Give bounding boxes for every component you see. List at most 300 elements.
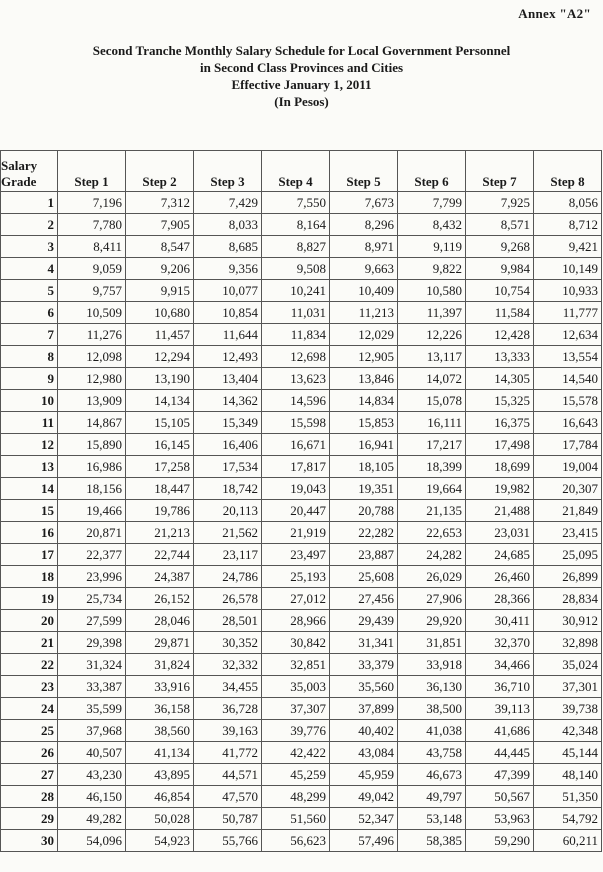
document-heading (0, 42, 603, 110)
step-6-salary-cell: 8,432 (398, 214, 466, 236)
step-2-salary-cell: 18,447 (126, 478, 194, 500)
salary-grade-cell: 27 (1, 764, 58, 786)
table-row (1, 764, 602, 786)
step-7-salary-cell: 21,488 (466, 500, 534, 522)
salary-grade-cell: 24 (1, 698, 58, 720)
step-8-salary-cell: 45,144 (534, 742, 602, 764)
step-4-salary-cell: 32,851 (262, 654, 330, 676)
step-1-salary-cell: 7,196 (58, 192, 126, 214)
step-5-salary-cell: 23,887 (330, 544, 398, 566)
step-3-salary-cell: 14,362 (194, 390, 262, 412)
step-7-salary-cell: 17,498 (466, 434, 534, 456)
step-6-salary-cell: 19,664 (398, 478, 466, 500)
step-8-salary-cell: 13,554 (534, 346, 602, 368)
step-4-salary-cell: 42,422 (262, 742, 330, 764)
step-3-salary-cell: 9,356 (194, 258, 262, 280)
step-5-salary-cell: 14,834 (330, 390, 398, 412)
step-3-salary-cell: 39,163 (194, 720, 262, 742)
step-7-salary-cell: 41,686 (466, 720, 534, 742)
step-6-salary-cell: 27,906 (398, 588, 466, 610)
step-5-salary-cell: 9,663 (330, 258, 398, 280)
step-6-salary-cell: 33,918 (398, 654, 466, 676)
step-2-salary-cell: 14,134 (126, 390, 194, 412)
step-2-salary-cell: 19,786 (126, 500, 194, 522)
step-5-header: Step 5 (330, 151, 398, 192)
step-8-salary-cell: 10,149 (534, 258, 602, 280)
step-5-salary-cell: 19,351 (330, 478, 398, 500)
table-row (1, 478, 602, 500)
salary-grade-cell: 21 (1, 632, 58, 654)
step-1-header: Step 1 (58, 151, 126, 192)
step-5-salary-cell: 57,496 (330, 830, 398, 852)
step-7-salary-cell: 8,571 (466, 214, 534, 236)
step-3-salary-cell: 36,728 (194, 698, 262, 720)
step-7-salary-cell: 12,428 (466, 324, 534, 346)
step-7-salary-cell: 13,333 (466, 346, 534, 368)
step-2-salary-cell: 22,744 (126, 544, 194, 566)
step-3-salary-cell: 17,534 (194, 456, 262, 478)
step-7-salary-cell: 9,984 (466, 258, 534, 280)
step-7-salary-cell: 19,982 (466, 478, 534, 500)
step-3-salary-cell: 23,117 (194, 544, 262, 566)
table-row (1, 632, 602, 654)
step-2-salary-cell: 12,294 (126, 346, 194, 368)
table-row (1, 280, 602, 302)
step-1-salary-cell: 16,986 (58, 456, 126, 478)
table-row (1, 830, 602, 852)
step-4-salary-cell: 25,193 (262, 566, 330, 588)
step-8-salary-cell: 19,004 (534, 456, 602, 478)
step-3-salary-cell: 10,854 (194, 302, 262, 324)
step-5-salary-cell: 31,341 (330, 632, 398, 654)
step-2-salary-cell: 38,560 (126, 720, 194, 742)
table-row (1, 500, 602, 522)
step-2-salary-cell: 9,915 (126, 280, 194, 302)
step-8-salary-cell: 32,898 (534, 632, 602, 654)
salary-grade-cell: 14 (1, 478, 58, 500)
salary-grade-cell: 16 (1, 522, 58, 544)
step-7-salary-cell: 10,754 (466, 280, 534, 302)
step-6-salary-cell: 21,135 (398, 500, 466, 522)
step-8-salary-cell: 17,784 (534, 434, 602, 456)
step-4-salary-cell: 48,299 (262, 786, 330, 808)
salary-grade-cell: 26 (1, 742, 58, 764)
step-8-salary-cell: 21,849 (534, 500, 602, 522)
step-1-salary-cell: 15,890 (58, 434, 126, 456)
step-6-salary-cell: 13,117 (398, 346, 466, 368)
step-8-salary-cell: 11,777 (534, 302, 602, 324)
step-7-salary-cell: 30,411 (466, 610, 534, 632)
salary-grade-cell: 20 (1, 610, 58, 632)
step-5-salary-cell: 7,673 (330, 192, 398, 214)
step-6-salary-cell: 9,119 (398, 236, 466, 258)
salary-grade-cell: 8 (1, 346, 58, 368)
step-1-salary-cell: 11,276 (58, 324, 126, 346)
step-2-salary-cell: 11,457 (126, 324, 194, 346)
step-5-salary-cell: 12,029 (330, 324, 398, 346)
step-1-salary-cell: 27,599 (58, 610, 126, 632)
step-7-salary-cell: 23,031 (466, 522, 534, 544)
step-3-salary-cell: 55,766 (194, 830, 262, 852)
heading-effective-date: Effective January 1, 2011 (231, 77, 372, 92)
step-4-salary-cell: 14,596 (262, 390, 330, 412)
salary-grade-cell: 18 (1, 566, 58, 588)
step-8-salary-cell: 14,540 (534, 368, 602, 390)
table-row (1, 214, 602, 236)
step-5-salary-cell: 10,409 (330, 280, 398, 302)
step-6-salary-cell: 7,799 (398, 192, 466, 214)
step-6-salary-cell: 41,038 (398, 720, 466, 742)
step-7-salary-cell: 11,584 (466, 302, 534, 324)
step-5-salary-cell: 45,959 (330, 764, 398, 786)
step-8-salary-cell: 42,348 (534, 720, 602, 742)
step-1-salary-cell: 7,780 (58, 214, 126, 236)
step-3-salary-cell: 21,562 (194, 522, 262, 544)
step-7-salary-cell: 32,370 (466, 632, 534, 654)
step-5-salary-cell: 43,084 (330, 742, 398, 764)
step-5-salary-cell: 27,456 (330, 588, 398, 610)
step-6-salary-cell: 43,758 (398, 742, 466, 764)
step-2-salary-cell: 28,046 (126, 610, 194, 632)
step-1-salary-cell: 25,734 (58, 588, 126, 610)
step-8-salary-cell: 16,643 (534, 412, 602, 434)
step-8-salary-cell: 51,350 (534, 786, 602, 808)
step-5-salary-cell: 33,379 (330, 654, 398, 676)
step-6-salary-cell: 12,226 (398, 324, 466, 346)
step-3-salary-cell: 18,742 (194, 478, 262, 500)
step-4-salary-cell: 27,012 (262, 588, 330, 610)
table-row (1, 456, 602, 478)
step-6-salary-cell: 29,920 (398, 610, 466, 632)
table-row (1, 676, 602, 698)
step-6-salary-cell: 17,217 (398, 434, 466, 456)
step-6-salary-cell: 9,822 (398, 258, 466, 280)
table-row (1, 236, 602, 258)
step-2-header: Step 2 (126, 151, 194, 192)
step-3-salary-cell: 50,787 (194, 808, 262, 830)
step-8-salary-cell: 28,834 (534, 588, 602, 610)
step-2-salary-cell: 24,387 (126, 566, 194, 588)
salary-grade-cell: 12 (1, 434, 58, 456)
table-row (1, 566, 602, 588)
step-1-salary-cell: 33,387 (58, 676, 126, 698)
step-4-salary-cell: 51,560 (262, 808, 330, 830)
step-1-salary-cell: 46,150 (58, 786, 126, 808)
step-2-salary-cell: 33,916 (126, 676, 194, 698)
step-2-salary-cell: 7,905 (126, 214, 194, 236)
salary-grade-cell: 15 (1, 500, 58, 522)
step-4-salary-cell: 15,598 (262, 412, 330, 434)
step-3-salary-cell: 8,685 (194, 236, 262, 258)
salary-grade-cell: 6 (1, 302, 58, 324)
step-2-salary-cell: 16,145 (126, 434, 194, 456)
step-2-salary-cell: 26,152 (126, 588, 194, 610)
step-7-salary-cell: 47,399 (466, 764, 534, 786)
step-2-salary-cell: 43,895 (126, 764, 194, 786)
step-7-salary-cell: 36,710 (466, 676, 534, 698)
salary-grade-header (1, 151, 58, 192)
step-2-salary-cell: 13,190 (126, 368, 194, 390)
step-2-salary-cell: 15,105 (126, 412, 194, 434)
step-3-salary-cell: 13,404 (194, 368, 262, 390)
annex-label: Annex "A2" (518, 6, 591, 21)
salary-grade-header-line1: Salary (1, 158, 38, 173)
step-5-salary-cell: 11,213 (330, 302, 398, 324)
step-7-salary-cell: 28,366 (466, 588, 534, 610)
step-5-salary-cell: 16,941 (330, 434, 398, 456)
step-4-salary-cell: 39,776 (262, 720, 330, 742)
step-6-salary-cell: 58,385 (398, 830, 466, 852)
step-6-salary-cell: 11,397 (398, 302, 466, 324)
step-1-salary-cell: 8,411 (58, 236, 126, 258)
step-7-salary-cell: 9,268 (466, 236, 534, 258)
step-2-salary-cell: 29,871 (126, 632, 194, 654)
step-8-salary-cell: 8,056 (534, 192, 602, 214)
table-row (1, 434, 602, 456)
step-8-salary-cell: 35,024 (534, 654, 602, 676)
salary-grade-cell: 19 (1, 588, 58, 610)
step-1-salary-cell: 37,968 (58, 720, 126, 742)
step-3-header: Step 3 (194, 151, 262, 192)
step-1-salary-cell: 29,398 (58, 632, 126, 654)
salary-grade-header-line2: Grade (1, 174, 37, 189)
salary-grade-cell: 29 (1, 808, 58, 830)
step-3-salary-cell: 26,578 (194, 588, 262, 610)
step-8-salary-cell: 39,738 (534, 698, 602, 720)
table-row (1, 786, 602, 808)
step-2-salary-cell: 31,824 (126, 654, 194, 676)
step-1-salary-cell: 9,757 (58, 280, 126, 302)
heading-currency-note: (In Pesos) (274, 94, 329, 109)
step-5-salary-cell: 29,439 (330, 610, 398, 632)
heading-title: Second Tranche Monthly Salary Schedule for Local Government Personnel (92, 43, 511, 58)
step-3-salary-cell: 7,429 (194, 192, 262, 214)
step-5-salary-cell: 18,105 (330, 456, 398, 478)
step-7-salary-cell: 15,325 (466, 390, 534, 412)
step-4-salary-cell: 10,241 (262, 280, 330, 302)
step-8-salary-cell: 48,140 (534, 764, 602, 786)
step-8-header: Step 8 (534, 151, 602, 192)
table-row (1, 324, 602, 346)
step-1-salary-cell: 43,230 (58, 764, 126, 786)
step-7-salary-cell: 34,466 (466, 654, 534, 676)
step-5-salary-cell: 40,402 (330, 720, 398, 742)
step-8-salary-cell: 15,578 (534, 390, 602, 412)
step-2-salary-cell: 9,206 (126, 258, 194, 280)
step-1-salary-cell: 54,096 (58, 830, 126, 852)
salary-grade-cell: 5 (1, 280, 58, 302)
step-3-salary-cell: 16,406 (194, 434, 262, 456)
step-6-salary-cell: 15,078 (398, 390, 466, 412)
salary-grade-cell: 22 (1, 654, 58, 676)
step-7-salary-cell: 39,113 (466, 698, 534, 720)
step-7-salary-cell: 26,460 (466, 566, 534, 588)
step-7-header: Step 7 (466, 151, 534, 192)
step-1-salary-cell: 40,507 (58, 742, 126, 764)
salary-schedule-table (0, 150, 602, 852)
table-row (1, 808, 602, 830)
step-6-salary-cell: 31,851 (398, 632, 466, 654)
table-row (1, 390, 602, 412)
step-4-salary-cell: 28,966 (262, 610, 330, 632)
step-3-salary-cell: 41,772 (194, 742, 262, 764)
step-2-salary-cell: 7,312 (126, 192, 194, 214)
step-1-salary-cell: 14,867 (58, 412, 126, 434)
step-3-salary-cell: 10,077 (194, 280, 262, 302)
step-7-salary-cell: 18,699 (466, 456, 534, 478)
step-1-salary-cell: 10,509 (58, 302, 126, 324)
step-7-salary-cell: 50,567 (466, 786, 534, 808)
step-7-salary-cell: 53,963 (466, 808, 534, 830)
step-8-salary-cell: 9,421 (534, 236, 602, 258)
step-6-salary-cell: 49,797 (398, 786, 466, 808)
step-5-salary-cell: 35,560 (330, 676, 398, 698)
step-1-salary-cell: 19,466 (58, 500, 126, 522)
table-row (1, 588, 602, 610)
step-4-salary-cell: 30,842 (262, 632, 330, 654)
step-5-salary-cell: 8,296 (330, 214, 398, 236)
step-4-salary-cell: 21,919 (262, 522, 330, 544)
step-5-salary-cell: 49,042 (330, 786, 398, 808)
step-4-salary-cell: 19,043 (262, 478, 330, 500)
step-4-salary-cell: 13,623 (262, 368, 330, 390)
table-row (1, 720, 602, 742)
step-4-salary-cell: 11,834 (262, 324, 330, 346)
salary-grade-cell: 9 (1, 368, 58, 390)
table-row (1, 368, 602, 390)
step-2-salary-cell: 50,028 (126, 808, 194, 830)
step-2-salary-cell: 8,547 (126, 236, 194, 258)
step-6-salary-cell: 38,500 (398, 698, 466, 720)
table-row (1, 544, 602, 566)
heading-subtitle: in Second Class Provinces and Cities (199, 60, 404, 75)
step-5-salary-cell: 22,282 (330, 522, 398, 544)
table-row (1, 346, 602, 368)
step-8-salary-cell: 60,211 (534, 830, 602, 852)
step-3-salary-cell: 28,501 (194, 610, 262, 632)
step-1-salary-cell: 13,909 (58, 390, 126, 412)
table-row (1, 258, 602, 280)
step-6-salary-cell: 26,029 (398, 566, 466, 588)
step-5-salary-cell: 25,608 (330, 566, 398, 588)
step-4-salary-cell: 56,623 (262, 830, 330, 852)
step-2-salary-cell: 46,854 (126, 786, 194, 808)
step-4-salary-cell: 8,827 (262, 236, 330, 258)
step-2-salary-cell: 36,158 (126, 698, 194, 720)
step-1-salary-cell: 9,059 (58, 258, 126, 280)
step-8-salary-cell: 8,712 (534, 214, 602, 236)
step-2-salary-cell: 54,923 (126, 830, 194, 852)
salary-grade-cell: 7 (1, 324, 58, 346)
salary-grade-cell: 17 (1, 544, 58, 566)
step-8-salary-cell: 25,095 (534, 544, 602, 566)
step-3-salary-cell: 20,113 (194, 500, 262, 522)
table-row (1, 302, 602, 324)
step-8-salary-cell: 23,415 (534, 522, 602, 544)
step-3-salary-cell: 34,455 (194, 676, 262, 698)
step-2-salary-cell: 17,258 (126, 456, 194, 478)
step-5-salary-cell: 52,347 (330, 808, 398, 830)
step-1-salary-cell: 23,996 (58, 566, 126, 588)
step-6-salary-cell: 14,072 (398, 368, 466, 390)
step-7-salary-cell: 44,445 (466, 742, 534, 764)
table-row (1, 192, 602, 214)
salary-grade-cell: 28 (1, 786, 58, 808)
table-header-row (1, 151, 602, 192)
step-3-salary-cell: 44,571 (194, 764, 262, 786)
step-4-salary-cell: 23,497 (262, 544, 330, 566)
table-row (1, 654, 602, 676)
step-6-salary-cell: 46,673 (398, 764, 466, 786)
table-row (1, 610, 602, 632)
table-row (1, 522, 602, 544)
step-7-salary-cell: 7,925 (466, 192, 534, 214)
step-6-salary-cell: 22,653 (398, 522, 466, 544)
step-7-salary-cell: 16,375 (466, 412, 534, 434)
step-8-salary-cell: 37,301 (534, 676, 602, 698)
step-3-salary-cell: 32,332 (194, 654, 262, 676)
table-row (1, 412, 602, 434)
salary-grade-cell: 30 (1, 830, 58, 852)
salary-grade-cell: 1 (1, 192, 58, 214)
step-3-salary-cell: 30,352 (194, 632, 262, 654)
step-6-salary-cell: 10,580 (398, 280, 466, 302)
step-4-salary-cell: 12,698 (262, 346, 330, 368)
table-row (1, 742, 602, 764)
step-5-salary-cell: 8,971 (330, 236, 398, 258)
step-1-salary-cell: 31,324 (58, 654, 126, 676)
step-4-salary-cell: 35,003 (262, 676, 330, 698)
step-5-salary-cell: 20,788 (330, 500, 398, 522)
step-4-salary-cell: 17,817 (262, 456, 330, 478)
step-1-salary-cell: 35,599 (58, 698, 126, 720)
step-3-salary-cell: 15,349 (194, 412, 262, 434)
step-3-salary-cell: 47,570 (194, 786, 262, 808)
step-8-salary-cell: 10,933 (534, 280, 602, 302)
step-2-salary-cell: 41,134 (126, 742, 194, 764)
step-6-salary-cell: 24,282 (398, 544, 466, 566)
step-3-salary-cell: 24,786 (194, 566, 262, 588)
step-7-salary-cell: 14,305 (466, 368, 534, 390)
step-1-salary-cell: 20,871 (58, 522, 126, 544)
step-7-salary-cell: 59,290 (466, 830, 534, 852)
salary-grade-cell: 10 (1, 390, 58, 412)
step-4-salary-cell: 20,447 (262, 500, 330, 522)
step-5-salary-cell: 13,846 (330, 368, 398, 390)
salary-grade-cell: 11 (1, 412, 58, 434)
salary-grade-cell: 13 (1, 456, 58, 478)
step-4-header: Step 4 (262, 151, 330, 192)
salary-grade-cell: 4 (1, 258, 58, 280)
step-8-salary-cell: 20,307 (534, 478, 602, 500)
step-4-salary-cell: 11,031 (262, 302, 330, 324)
step-8-salary-cell: 30,912 (534, 610, 602, 632)
step-4-salary-cell: 45,259 (262, 764, 330, 786)
step-5-salary-cell: 15,853 (330, 412, 398, 434)
step-2-salary-cell: 10,680 (126, 302, 194, 324)
salary-grade-cell: 3 (1, 236, 58, 258)
table-body (1, 192, 602, 852)
step-6-salary-cell: 53,148 (398, 808, 466, 830)
step-4-salary-cell: 8,164 (262, 214, 330, 236)
step-1-salary-cell: 22,377 (58, 544, 126, 566)
step-4-salary-cell: 16,671 (262, 434, 330, 456)
step-1-salary-cell: 12,098 (58, 346, 126, 368)
step-4-salary-cell: 9,508 (262, 258, 330, 280)
salary-grade-cell: 23 (1, 676, 58, 698)
step-4-salary-cell: 7,550 (262, 192, 330, 214)
step-6-header: Step 6 (398, 151, 466, 192)
